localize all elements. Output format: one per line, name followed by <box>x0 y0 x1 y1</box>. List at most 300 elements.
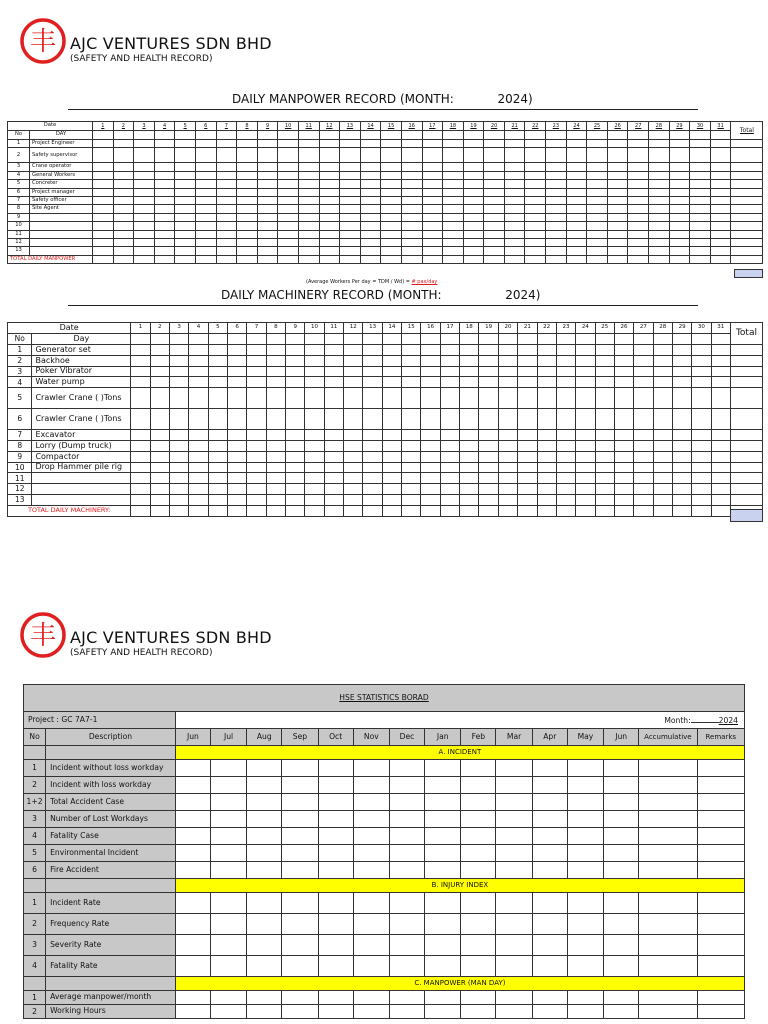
day-cell <box>595 334 614 345</box>
entry-cell <box>237 213 258 221</box>
entry-cell <box>216 180 237 188</box>
entry-cell <box>421 409 440 430</box>
day-number: 25 <box>587 122 608 131</box>
entry-cell <box>669 238 690 246</box>
value-cell <box>247 845 282 862</box>
entry-cell <box>134 205 155 213</box>
entry-cell <box>607 222 628 230</box>
entry-cell <box>134 188 155 196</box>
value-cell <box>353 956 389 977</box>
entry-cell <box>421 451 440 462</box>
entry-cell <box>537 377 556 388</box>
value-cell <box>389 760 424 777</box>
machinery-row <box>8 409 763 430</box>
section-spacer <box>46 977 176 991</box>
value-cell <box>353 935 389 956</box>
total-entry-cell <box>518 505 537 516</box>
entry-cell <box>556 494 575 505</box>
entry-cell <box>340 140 361 148</box>
entry-cell <box>546 171 567 179</box>
entry-cell <box>216 230 237 238</box>
value-cell <box>282 893 318 914</box>
entry-cell <box>344 345 363 356</box>
entry-cell <box>113 247 134 255</box>
entry-cell <box>690 171 711 179</box>
entry-cell <box>614 440 633 451</box>
entry-cell <box>460 494 479 505</box>
day-cell <box>525 131 546 140</box>
entry-cell <box>504 163 525 171</box>
machinery-day-row <box>8 334 763 345</box>
hse-row <box>24 811 745 828</box>
entry-cell <box>134 247 155 255</box>
entry-cell <box>286 484 305 495</box>
manpower-total-highlight <box>734 269 763 278</box>
entry-cell <box>504 180 525 188</box>
row-number: 1 <box>8 140 30 148</box>
row-number: 1 <box>24 991 46 1005</box>
machinery-row <box>8 494 763 505</box>
row-description: Working Hours <box>46 1005 176 1019</box>
entry-cell <box>363 345 382 356</box>
entry-cell <box>546 140 567 148</box>
entry-cell <box>216 163 237 171</box>
total-entry-cell <box>216 255 237 263</box>
total-cell <box>730 355 762 366</box>
entry-cell <box>208 366 227 377</box>
value-cell <box>496 794 532 811</box>
entry-cell <box>363 440 382 451</box>
entry-cell <box>134 163 155 171</box>
day-number: 6 <box>195 122 216 131</box>
total-entry-cell <box>576 505 595 516</box>
value-cell <box>318 935 353 956</box>
value-cell <box>247 760 282 777</box>
entry-cell <box>340 238 361 246</box>
entry-cell <box>247 430 266 441</box>
day-number: 13 <box>363 323 382 334</box>
entry-cell <box>247 388 266 409</box>
value-cell <box>282 794 318 811</box>
month-header: Jun <box>175 729 210 746</box>
manpower-total-row <box>8 255 763 263</box>
entry-cell <box>463 148 484 163</box>
entry-cell <box>440 377 459 388</box>
entry-cell <box>402 409 421 430</box>
entry-cell <box>228 345 247 356</box>
entry-cell <box>131 345 150 356</box>
entry-cell <box>208 355 227 366</box>
entry-cell <box>504 140 525 148</box>
entry-cell <box>247 377 266 388</box>
entry-cell <box>556 462 575 473</box>
day-number: 29 <box>672 323 691 334</box>
entry-cell <box>607 205 628 213</box>
entry-cell <box>93 205 114 213</box>
entry-cell <box>692 409 711 430</box>
value-cell <box>425 777 461 794</box>
entry-cell <box>189 409 208 430</box>
entry-cell <box>710 213 731 221</box>
row-description: Number of Lost Workdays <box>46 811 176 828</box>
total-entry-cell <box>595 505 614 516</box>
machine-label: Crawler Crane ( )Tons <box>32 388 131 409</box>
day-number: 20 <box>498 323 517 334</box>
entry-cell <box>150 409 169 430</box>
value-cell <box>175 935 210 956</box>
average-workers-note <box>306 279 437 285</box>
entry-cell <box>440 409 459 430</box>
entry-cell <box>175 205 196 213</box>
entry-cell <box>422 247 443 255</box>
entry-cell <box>216 205 237 213</box>
entry-cell <box>595 484 614 495</box>
value-cell <box>318 794 353 811</box>
entry-cell <box>566 171 587 179</box>
entry-cell <box>154 180 175 188</box>
row-number: 9 <box>8 451 32 462</box>
value-cell <box>697 893 744 914</box>
entry-cell <box>216 222 237 230</box>
role-label: Site Agent <box>30 205 93 213</box>
manpower-row <box>8 180 763 188</box>
entry-cell <box>566 230 587 238</box>
entry-cell <box>113 180 134 188</box>
entry-cell <box>556 451 575 462</box>
entry-cell <box>305 440 324 451</box>
day-cell <box>113 131 134 140</box>
entry-cell <box>228 377 247 388</box>
value-cell <box>496 935 532 956</box>
value-cell <box>697 845 744 862</box>
month-header: Jun <box>604 729 639 746</box>
entry-cell <box>672 430 691 441</box>
entry-cell <box>669 140 690 148</box>
entry-cell <box>154 230 175 238</box>
manpower-row <box>8 140 763 148</box>
value-cell <box>175 956 210 977</box>
value-cell <box>247 914 282 935</box>
machine-label: Crawler Crane ( )Tons <box>32 409 131 430</box>
entry-cell <box>401 230 422 238</box>
value-cell <box>210 956 246 977</box>
divider <box>68 109 698 110</box>
row-number: 4 <box>24 828 46 845</box>
entry-cell <box>576 430 595 441</box>
entry-cell <box>576 345 595 356</box>
machine-label: Water pump <box>32 377 131 388</box>
entry-cell <box>401 238 422 246</box>
row-number: 1 <box>24 760 46 777</box>
entry-cell <box>93 213 114 221</box>
entry-cell <box>113 238 134 246</box>
day-number: 16 <box>421 323 440 334</box>
value-cell <box>175 845 210 862</box>
entry-cell <box>237 148 258 163</box>
entry-cell <box>711 462 730 473</box>
logo-glyph: 丰 <box>29 621 57 651</box>
entry-cell <box>319 188 340 196</box>
entry-cell <box>443 148 464 163</box>
day-cell <box>504 131 525 140</box>
no-header: No <box>24 729 46 746</box>
total-entry-cell <box>154 255 175 263</box>
hse-row <box>24 777 745 794</box>
entry-cell <box>381 230 402 238</box>
value-cell <box>210 760 246 777</box>
entry-cell <box>440 366 459 377</box>
value-cell <box>496 914 532 935</box>
entry-cell <box>710 247 731 255</box>
entry-cell <box>257 230 278 238</box>
entry-cell <box>614 430 633 441</box>
day-cell <box>189 334 208 345</box>
day-cell <box>169 334 188 345</box>
machinery-total-row <box>8 505 763 516</box>
entry-cell <box>607 163 628 171</box>
manpower-row <box>8 188 763 196</box>
day-number: 21 <box>518 323 537 334</box>
entry-cell <box>576 473 595 484</box>
value-cell <box>282 914 318 935</box>
value-cell <box>282 956 318 977</box>
entry-cell <box>672 484 691 495</box>
hse-statistics-table <box>23 684 745 1019</box>
value-cell <box>604 862 639 879</box>
entry-cell <box>710 222 731 230</box>
row-number: 1 <box>24 893 46 914</box>
value-cell <box>210 828 246 845</box>
entry-cell <box>537 462 556 473</box>
total-cell <box>731 205 763 213</box>
hse-section-row <box>24 977 745 991</box>
entry-cell <box>614 366 633 377</box>
company-header-2 <box>20 612 440 668</box>
row-number: 13 <box>8 494 32 505</box>
entry-cell <box>440 355 459 366</box>
manpower-row <box>8 196 763 204</box>
entry-cell <box>319 238 340 246</box>
row-description: Fire Accident <box>46 862 176 879</box>
value-cell <box>210 777 246 794</box>
value-cell <box>604 777 639 794</box>
machinery-total-highlight <box>730 509 763 522</box>
entry-cell <box>587 238 608 246</box>
entry-cell <box>576 366 595 377</box>
entry-cell <box>711 377 730 388</box>
entry-cell <box>305 366 324 377</box>
entry-cell <box>546 148 567 163</box>
month-year: 2024 <box>718 716 738 726</box>
entry-cell <box>286 430 305 441</box>
entry-cell <box>93 247 114 255</box>
entry-cell <box>653 440 672 451</box>
entry-cell <box>381 238 402 246</box>
value-cell <box>210 893 246 914</box>
entry-cell <box>401 171 422 179</box>
entry-cell <box>344 462 363 473</box>
entry-cell <box>382 462 401 473</box>
entry-cell <box>518 345 537 356</box>
value-cell <box>282 1005 318 1019</box>
entry-cell <box>381 213 402 221</box>
entry-cell <box>690 222 711 230</box>
total-entry-cell <box>150 505 169 516</box>
value-cell <box>697 794 744 811</box>
entry-cell <box>363 355 382 366</box>
row-number: 12 <box>8 238 30 246</box>
machinery-row <box>8 473 763 484</box>
manpower-row <box>8 238 763 246</box>
row-number: 2 <box>24 914 46 935</box>
value-cell <box>247 794 282 811</box>
machine-label <box>32 473 131 484</box>
entry-cell <box>154 196 175 204</box>
entry-cell <box>421 388 440 409</box>
entry-cell <box>150 494 169 505</box>
entry-cell <box>131 440 150 451</box>
total-cell <box>730 473 762 484</box>
entry-cell <box>113 230 134 238</box>
day-cell <box>628 131 649 140</box>
value-cell <box>567 794 603 811</box>
value-cell <box>318 956 353 977</box>
day-cell <box>566 131 587 140</box>
entry-cell <box>286 409 305 430</box>
hse-row <box>24 914 745 935</box>
total-entry-cell <box>401 255 422 263</box>
value-cell <box>639 956 697 977</box>
divider <box>68 305 698 306</box>
entry-cell <box>247 494 266 505</box>
entry-cell <box>422 188 443 196</box>
entry-cell <box>169 355 188 366</box>
entry-cell <box>154 238 175 246</box>
hse-title-row <box>24 685 745 712</box>
total-entry-cell <box>690 255 711 263</box>
company-subtitle: (SAFETY AND HEALTH RECORD) <box>70 648 213 658</box>
day-number: 16 <box>401 122 422 131</box>
entry-cell <box>131 451 150 462</box>
value-cell <box>389 794 424 811</box>
entry-cell <box>421 366 440 377</box>
row-description: Environmental Incident <box>46 845 176 862</box>
entry-cell <box>340 196 361 204</box>
company-logo-icon <box>20 612 66 658</box>
date-label: Date <box>8 122 93 131</box>
entry-cell <box>189 473 208 484</box>
total-entry-cell <box>382 505 401 516</box>
entry-cell <box>381 188 402 196</box>
entry-cell <box>421 430 440 441</box>
company-header <box>20 18 440 74</box>
entry-cell <box>546 238 567 246</box>
total-entry-cell <box>257 255 278 263</box>
entry-cell <box>525 247 546 255</box>
entry-cell <box>440 451 459 462</box>
entry-cell <box>298 180 319 188</box>
entry-cell <box>504 205 525 213</box>
entry-cell <box>537 484 556 495</box>
entry-cell <box>324 345 343 356</box>
machine-label <box>32 494 131 505</box>
entry-cell <box>189 388 208 409</box>
entry-cell <box>131 473 150 484</box>
role-label: Safety supervisor <box>30 148 93 163</box>
machinery-row <box>8 430 763 441</box>
day-number: 12 <box>319 122 340 131</box>
day-cell <box>257 131 278 140</box>
entry-cell <box>266 430 285 441</box>
entry-cell <box>628 213 649 221</box>
value-cell <box>697 862 744 879</box>
row-number: 2 <box>8 355 32 366</box>
value-cell <box>175 794 210 811</box>
day-number: 11 <box>298 122 319 131</box>
entry-cell <box>324 451 343 462</box>
entry-cell <box>150 451 169 462</box>
entry-cell <box>363 473 382 484</box>
entry-cell <box>305 462 324 473</box>
entry-cell <box>360 140 381 148</box>
entry-cell <box>504 148 525 163</box>
entry-cell <box>113 213 134 221</box>
value-cell <box>353 828 389 845</box>
entry-cell <box>257 171 278 179</box>
day-cell <box>134 131 155 140</box>
entry-cell <box>546 196 567 204</box>
entry-cell <box>237 196 258 204</box>
entry-cell <box>653 366 672 377</box>
entry-cell <box>247 345 266 356</box>
entry-cell <box>381 205 402 213</box>
day-cell <box>154 131 175 140</box>
total-entry-cell <box>484 255 505 263</box>
entry-cell <box>498 377 517 388</box>
day-cell <box>518 334 537 345</box>
value-cell <box>175 828 210 845</box>
entry-cell <box>93 196 114 204</box>
entry-cell <box>484 205 505 213</box>
total-cell <box>731 180 763 188</box>
value-cell <box>496 828 532 845</box>
entry-cell <box>498 451 517 462</box>
accumulative-header: Accumulative <box>639 729 697 746</box>
total-cell <box>730 440 762 451</box>
manpower-table <box>7 121 763 264</box>
value-cell <box>496 956 532 977</box>
row-description: Severity Rate <box>46 935 176 956</box>
entry-cell <box>498 462 517 473</box>
entry-cell <box>711 440 730 451</box>
day-cell <box>216 131 237 140</box>
entry-cell <box>443 230 464 238</box>
value-cell <box>425 828 461 845</box>
entry-cell <box>576 355 595 366</box>
day-number: 7 <box>247 323 266 334</box>
entry-cell <box>669 230 690 238</box>
value-cell <box>532 991 567 1005</box>
entry-cell <box>710 163 731 171</box>
entry-cell <box>319 140 340 148</box>
entry-cell <box>525 205 546 213</box>
entry-cell <box>634 409 653 430</box>
entry-cell <box>576 451 595 462</box>
entry-cell <box>189 484 208 495</box>
entry-cell <box>363 484 382 495</box>
value-cell <box>532 914 567 935</box>
day-number: 25 <box>595 323 614 334</box>
